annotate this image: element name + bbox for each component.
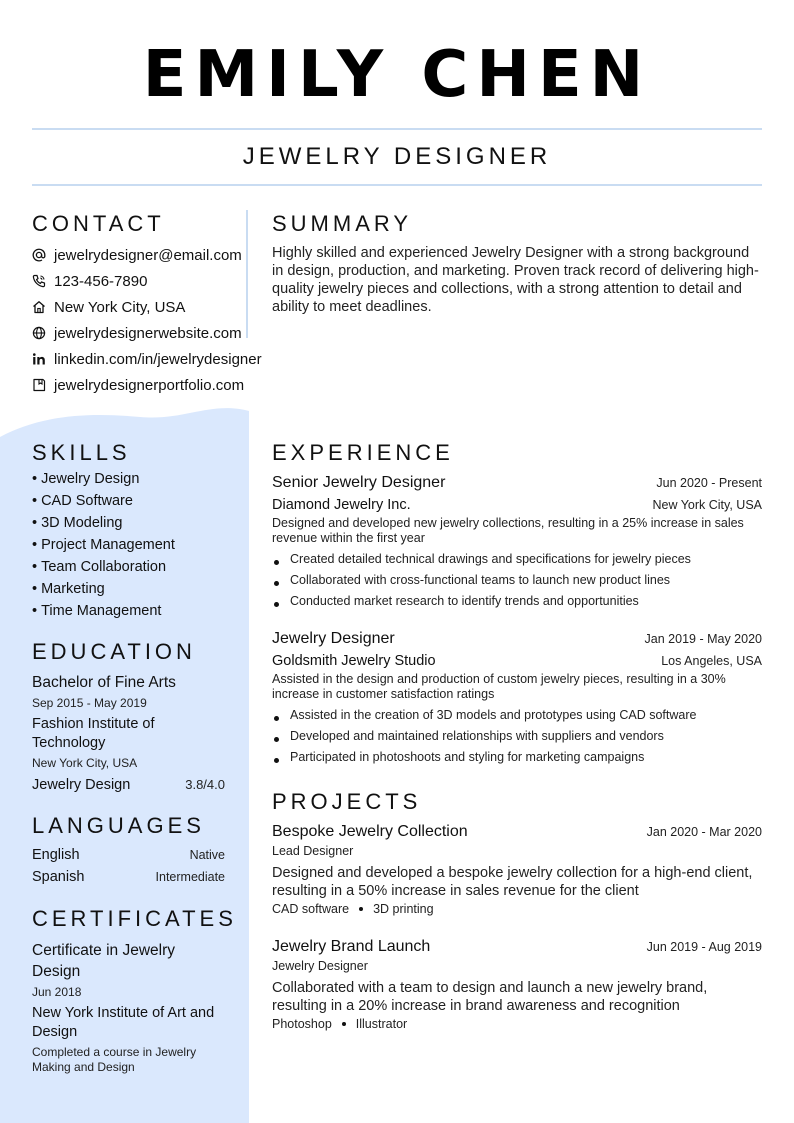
education-location: New York City, USA (32, 756, 138, 770)
job-bullets (272, 549, 762, 612)
certificate-description: Completed a course in Jewelry Making and Design (32, 1045, 197, 1074)
project-tag: Illustrator (355, 1017, 408, 1031)
skills-list (32, 471, 175, 625)
contact-address-text: New York City, USA (54, 298, 186, 316)
education-degree: Bachelor of Fine Arts (32, 674, 176, 691)
skills-heading: SKILLS (32, 440, 131, 465)
education-gpa: 3.8/4.0 (185, 777, 225, 792)
contact-website-text: jewelrydesignerwebsite.com (54, 324, 242, 342)
experience-heading: EXPERIENCE (272, 440, 454, 465)
language-name: English (32, 847, 80, 863)
job-description: Assisted in the design and production of custom jewelry pieces, resulting in a 30% increase in customer satisfaction ratings (272, 672, 726, 701)
languages-list (32, 846, 225, 890)
job-company: Goldsmith Jewelry Studio (272, 653, 436, 669)
contact-email-text: jewelrydesigner@email.com (54, 246, 242, 264)
project-tags (272, 1017, 762, 1031)
contact-portfolio-text: jewelrydesignerportfolio.com (54, 376, 245, 394)
tag-separator (342, 1022, 346, 1026)
job-bullet: Developed and maintained relationships with suppliers and vendors (272, 726, 762, 747)
contact-address (32, 294, 262, 320)
skill-item: • CAD Software (32, 493, 175, 515)
projects-heading: PROJECTS (272, 789, 422, 814)
contact-phone[interactable] (32, 268, 262, 294)
job-location: New York City, USA (652, 498, 762, 512)
contact-heading: CONTACT (32, 211, 165, 236)
education-heading: EDUCATION (32, 639, 196, 664)
project-tag: Photoshop (272, 1017, 332, 1031)
project-description: Designed and developed a bespoke jewelry collection for a high-end client, resulting in a 50% increase in sales revenue for the client (272, 865, 753, 899)
job-bullet: Collaborated with cross-functional teams to launch new product lines (272, 570, 762, 591)
education-entry (32, 673, 225, 795)
job-dates: Jan 2019 - May 2020 (644, 632, 762, 646)
job-bullets (272, 705, 762, 768)
project-entry (272, 823, 762, 916)
project-title: Bespoke Jewelry Collection (272, 823, 468, 840)
job-title-header: JEWELRY DESIGNER (242, 143, 552, 170)
project-dates: Jun 2019 - Aug 2019 (646, 940, 762, 954)
experience-job (272, 474, 762, 612)
header-rule-bottom (32, 184, 762, 186)
phone-icon (32, 274, 46, 288)
language-name: Spanish (32, 869, 85, 885)
language-level: Native (189, 848, 225, 862)
contact-list (32, 242, 262, 398)
language-row (32, 846, 225, 868)
job-bullet: Conducted market research to identify trends and opportunities (272, 591, 762, 612)
portfolio-icon (32, 378, 46, 392)
project-role: Jewelry Designer (272, 959, 368, 973)
contact-email[interactable] (32, 242, 262, 268)
education-field: Jewelry Design (32, 777, 131, 793)
project-tag: 3D printing (373, 902, 434, 916)
project-title: Jewelry Brand Launch (272, 938, 431, 955)
languages-heading: LANGUAGES (32, 813, 205, 838)
contact-linkedin[interactable] (32, 346, 262, 372)
certificate-entry (32, 940, 225, 1075)
job-title: Senior Jewelry Designer (272, 474, 446, 491)
contact-phone-text: 123-456-7890 (54, 272, 148, 290)
project-dates: Jan 2020 - Mar 2020 (646, 825, 762, 839)
tag-separator (359, 907, 363, 911)
summary-heading: SUMMARY (272, 211, 413, 236)
language-row (32, 868, 225, 890)
job-bullet: Created detailed technical drawings and specifications for jewelry pieces (272, 549, 762, 570)
project-tags (272, 902, 762, 916)
certificates-heading: CERTIFICATES (32, 906, 237, 931)
project-description: Collaborated with a team to design and launch a new jewelry brand, resulting in a 20% increase in brand awareness and recognition (272, 980, 708, 1014)
contact-website[interactable] (32, 320, 262, 346)
job-location: Los Angeles, USA (661, 654, 762, 668)
language-level: Intermediate (155, 870, 225, 884)
project-entry (272, 938, 762, 1031)
skill-item: • Marketing (32, 581, 175, 603)
project-role: Lead Designer (272, 844, 354, 858)
job-description: Designed and developed new jewelry collections, resulting in a 25% increase in sales revenue within the first year (272, 516, 744, 545)
contact-linkedin-text: linkedin.com/in/jewelrydesigner (54, 350, 262, 368)
certificate-issuer: New York Institute of Art and Design (32, 1005, 215, 1040)
experience-job (272, 630, 762, 768)
education-dates: Sep 2015 - May 2019 (32, 696, 147, 710)
globe-icon (32, 326, 46, 340)
certificate-date: Jun 2018 (32, 985, 82, 999)
job-bullet: Assisted in the creation of 3D models and prototypes using CAD software (272, 705, 762, 726)
linkedin-icon (32, 352, 46, 366)
job-dates: Jun 2020 - Present (656, 476, 762, 490)
skill-item: • Project Management (32, 537, 175, 559)
education-school: Fashion Institute of Technology (32, 716, 155, 751)
project-tag: CAD software (272, 902, 350, 916)
education-field-row (32, 776, 225, 795)
job-company: Diamond Jewelry Inc. (272, 497, 411, 513)
contact-portfolio[interactable] (32, 372, 262, 398)
candidate-name: EMILY CHEN (142, 38, 652, 112)
summary-text: Highly skilled and experienced Jewelry Designer with a strong background in design, production, and marketing. Proven track record of delivering high-quality jewelry pieces and collections, with a strong attention to detail and ability to meet deadlines. (272, 245, 759, 315)
header-rule-top (32, 128, 762, 130)
skill-item: • Jewelry Design (32, 471, 175, 493)
job-bullet: Participated in photoshoots and styling for marketing campaigns (272, 747, 762, 768)
certificate-title: Certificate in Jewelry Design (32, 942, 175, 980)
home-icon (32, 300, 46, 314)
at-icon (32, 248, 46, 262)
job-title: Jewelry Designer (272, 630, 395, 647)
skill-item: • 3D Modeling (32, 515, 175, 537)
skill-item: • Time Management (32, 603, 175, 625)
skill-item: • Team Collaboration (32, 559, 175, 581)
